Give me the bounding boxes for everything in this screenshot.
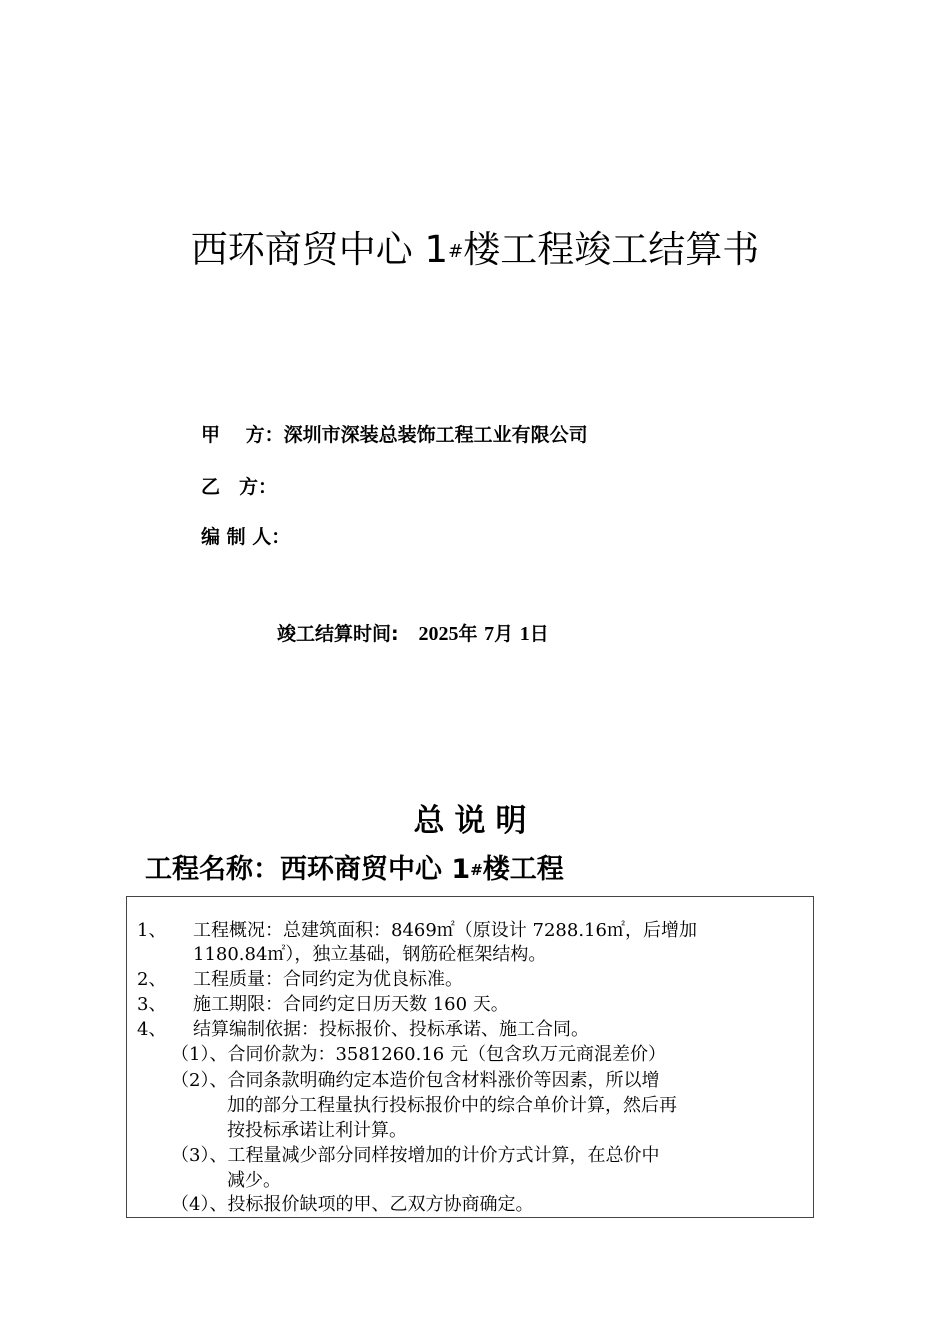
date-year-unit: 年 [458, 623, 478, 645]
project-name-text: 工程名称：西环商贸中心 1 [145, 854, 471, 885]
description-box [126, 896, 814, 1218]
date-month: 7 [484, 623, 495, 645]
settlement-date [277, 621, 549, 647]
project-name [145, 851, 564, 889]
sub-item-text: （3）、工程量减少部分同样按增加的计价方式计算，在总价中 [171, 1145, 660, 1166]
item-text: 结算编制依据：投标报价、投标承诺、施工合同。 [193, 1019, 589, 1040]
sub-item-text: （2）、合同条款明确约定本造价包含材料涨价等因素，所以增 [171, 1070, 660, 1091]
sub-item-text: 加的部分工程量执行投标报价中的综合单价计算，然后再 [227, 1095, 677, 1116]
party-a-value: 深圳市深装总装饰工程工业有限公司 [283, 424, 588, 446]
item-number: 4、 [137, 1019, 167, 1040]
party-b-label: 乙 方： [201, 476, 278, 498]
item-text: 工程概况：总建筑面积：8469㎡（原设计 7288.16㎡，后增加 [193, 920, 697, 941]
sub-item-text: 减少。 [227, 1170, 281, 1191]
summary-heading: 总说明 [413, 803, 537, 839]
sub-item-text: 按投标承诺让利计算。 [227, 1120, 407, 1141]
date-day: 1 [519, 623, 530, 645]
item-text: 工程质量：合同约定为优良标准。 [193, 969, 463, 990]
compiler [201, 524, 290, 550]
title-text-end: 楼工程竣工结算书 [463, 228, 760, 271]
party-a-label: 甲 方： [201, 424, 284, 446]
compiler-label: 编 制 人： [201, 526, 291, 548]
item-number: 1、 [137, 920, 167, 941]
item-number: 3、 [137, 994, 167, 1015]
party-b [201, 474, 277, 500]
item-text: 1180.84㎡），独立基础，钢筋砼框架结构。 [193, 944, 547, 965]
date-month-unit: 月 [494, 623, 514, 645]
date-day-unit: 日 [529, 623, 549, 645]
settlement-date-label: 竣工结算时间: [277, 623, 399, 645]
document-title [0, 226, 950, 274]
project-name-sup: # [470, 861, 483, 879]
item-number: 2、 [137, 969, 167, 990]
project-name-text-end: 楼工程 [482, 854, 564, 885]
party-a [201, 422, 588, 448]
sub-item-text: （1）、合同价款为：3581260.16 元（包含玖万元商混差价） [171, 1044, 666, 1065]
item-text: 施工期限：合同约定日历天数 160 天。 [193, 994, 509, 1015]
title-sup: # [448, 241, 464, 262]
title-text: 西环商贸中心 1 [190, 228, 449, 271]
date-year: 2025 [418, 623, 459, 645]
sub-item-text: （4）、投标报价缺项的甲、乙双方协商确定。 [171, 1194, 534, 1215]
